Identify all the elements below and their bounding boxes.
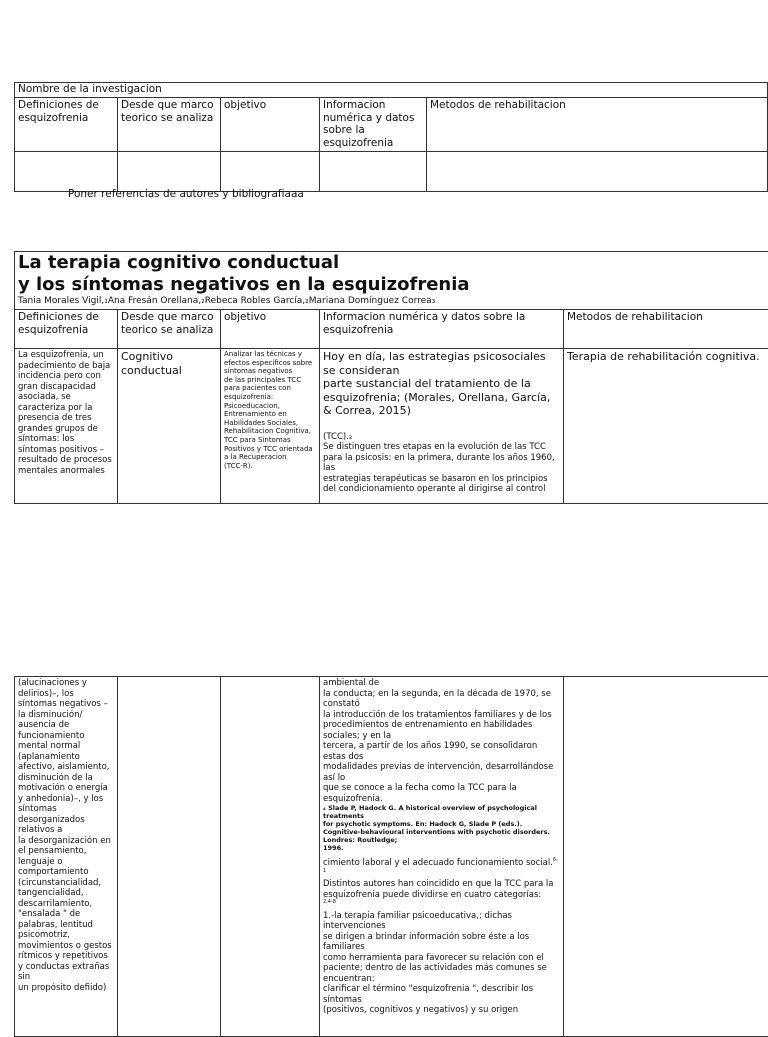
- empty-cell[interactable]: [15, 151, 118, 191]
- rehab-cell: Terapia de rehabilitación cognitiva.: [564, 349, 768, 504]
- header-framework: Desde que marco teorico se analiza: [118, 310, 221, 349]
- header-numeric-info: Informacion numérica y datos sobre la esquizofrenia: [320, 310, 564, 349]
- info-social-text: cimiento laboral y el adecuado funcionamiento social.$^{6-1}$: [323, 858, 560, 879]
- header-rehab-methods: Metodos de rehabilitacion: [564, 310, 768, 349]
- info-categories-text: Distintos autores han coincidido en que la TCC para la esquizofrenia puede dividirse en cuatro categorías: $^{2,4-8}$: [323, 879, 560, 911]
- info-detail-text: Se distinguen tres etapas en la evolución de las TCC para la psicosis: en la primera, durante los años 1960, las estrategias terapéuticas se basaron en los principios del condicionamiento operante al dirigirse al control: [323, 442, 560, 495]
- superscript-ref: 2,4-8: [323, 899, 336, 905]
- references-note: Poner referencias de autores y bibliografiaaa: [68, 188, 304, 200]
- article-title-cell: [15, 252, 768, 310]
- empty-cell[interactable]: [320, 151, 427, 191]
- numeric-info-cell: [320, 349, 564, 504]
- empty-cell[interactable]: [427, 151, 768, 191]
- article-table: [14, 251, 768, 504]
- header-objective: objetivo: [221, 97, 320, 151]
- article-title-line2: y los síntomas negativos en la esquizofrenia: [18, 274, 768, 296]
- header-numeric-info: Informacion numérica y datos sobre la esquizofrenia: [320, 97, 427, 151]
- header-definitions: Definiciones de esquizofrenia: [15, 97, 118, 151]
- superscript-ref: 6-1: [323, 857, 558, 874]
- definition-cell: La esquizofrenia, un padecimiento de baja incidencia pero con gran discapacidad asociada, se caracteriza por la presencia de tres grandes grupos de síntomas: los síntomas positivos –resultado de procesos mentales anormales: [15, 349, 118, 504]
- continuation-table: [14, 676, 768, 1037]
- header-objective: objetivo: [221, 310, 320, 349]
- empty-cell: [221, 677, 320, 1037]
- objective-cell: Analizar las técnicas y efectos específicos sobre síntomas negativos de las principales TCC para pacientes con esquizofrenia: Psicoeducacion, Entrenamiento en Habilidades Sociales, Rehabilitacion Cognitiva, TCC para Sintomas Positivos y TCC orientada a la Recuperacion (TCC-R).: [221, 349, 320, 504]
- definition-continued-cell: (alucinaciones y delirios)–, los síntomas negativos –la disminución/ ausencia de funcionamiento mental normal (aplanamiento afectivo, aislamiento, disminución de la motivación o energía y anhedonia)–, y los síntomas desorganizados relativos a la desorganización en el pensamiento, lenguaje o comportamiento (circunstancialidad, tangencialidad, descarrilamiento, "ensalada " de palabras, lentitud psicomotriz, movimientos o gestos rítmicos y repetitivos y conductas extrañas sin un propósito defiido): [15, 677, 118, 1037]
- header-rehab-methods: Metodos de rehabilitacion: [427, 97, 768, 151]
- info-family-therapy-text: 1.-la terapia familiar psicoeducativa,: dichas intervenciones se dirigen a brindar información sobre éste a los familiares como herramienta para favorecer su relación con el paciente; dentro de las actividades más comunes se encuentran: clarificar el término "esquizofrenia ", describir los síntomas (positivos, cognitivos y negativos) y su origen: [323, 911, 560, 1016]
- empty-cell: [564, 677, 768, 1037]
- info-main-text: Hoy en día, las estrategias psicosociales se consideran parte sustancial del tratamiento de la esquizofrenia; (Morales, Orellana, García, & Correa, 2015): [323, 350, 560, 418]
- header-definitions: Definiciones de esquizofrenia: [15, 310, 118, 349]
- header-framework: Desde que marco teorico se analiza: [118, 97, 221, 151]
- info-continued-text: ambiental de la conducta; en la segunda, en la década de 1970, se constató la introducción de los tratamientos familiares y de los procedimientos de entrenamiento en habilidades sociales; y en la tercera, a partir de los años 1990, se consolidaron estas dos modalidades previas de intervención, desarrollándose así lo que se conoce a la fecha como la TCC para la esquizofrenia.: [323, 678, 560, 804]
- research-name-cell[interactable]: Nombre de la investigacion: [15, 83, 768, 98]
- article-authors: Tania Morales Vigil,₁Ana Fresán Orellana,₂Rebeca Robles García,₂Mariana Domínguez Correa₃: [18, 296, 768, 307]
- research-template-table: [14, 82, 768, 192]
- reference-citation: ₄ Slade P, Hadock G. A historical overview of psychological treatments for psychotic symptoms. En: Hadock G, Slade P (eds.). Cognitive-behavioural interventions with psychotic disorders. Londres: Routledge; 1996.: [323, 804, 560, 852]
- article-title-line1: La terapia cognitivo conductual: [18, 252, 768, 274]
- empty-cell[interactable]: [118, 151, 221, 191]
- empty-cell[interactable]: [221, 151, 320, 191]
- framework-cell: Cognitivo conductual: [118, 349, 221, 504]
- info-tcc-text: (TCC).₂: [323, 432, 560, 443]
- numeric-info-continued-cell: [320, 677, 564, 1037]
- empty-cell: [118, 677, 221, 1037]
